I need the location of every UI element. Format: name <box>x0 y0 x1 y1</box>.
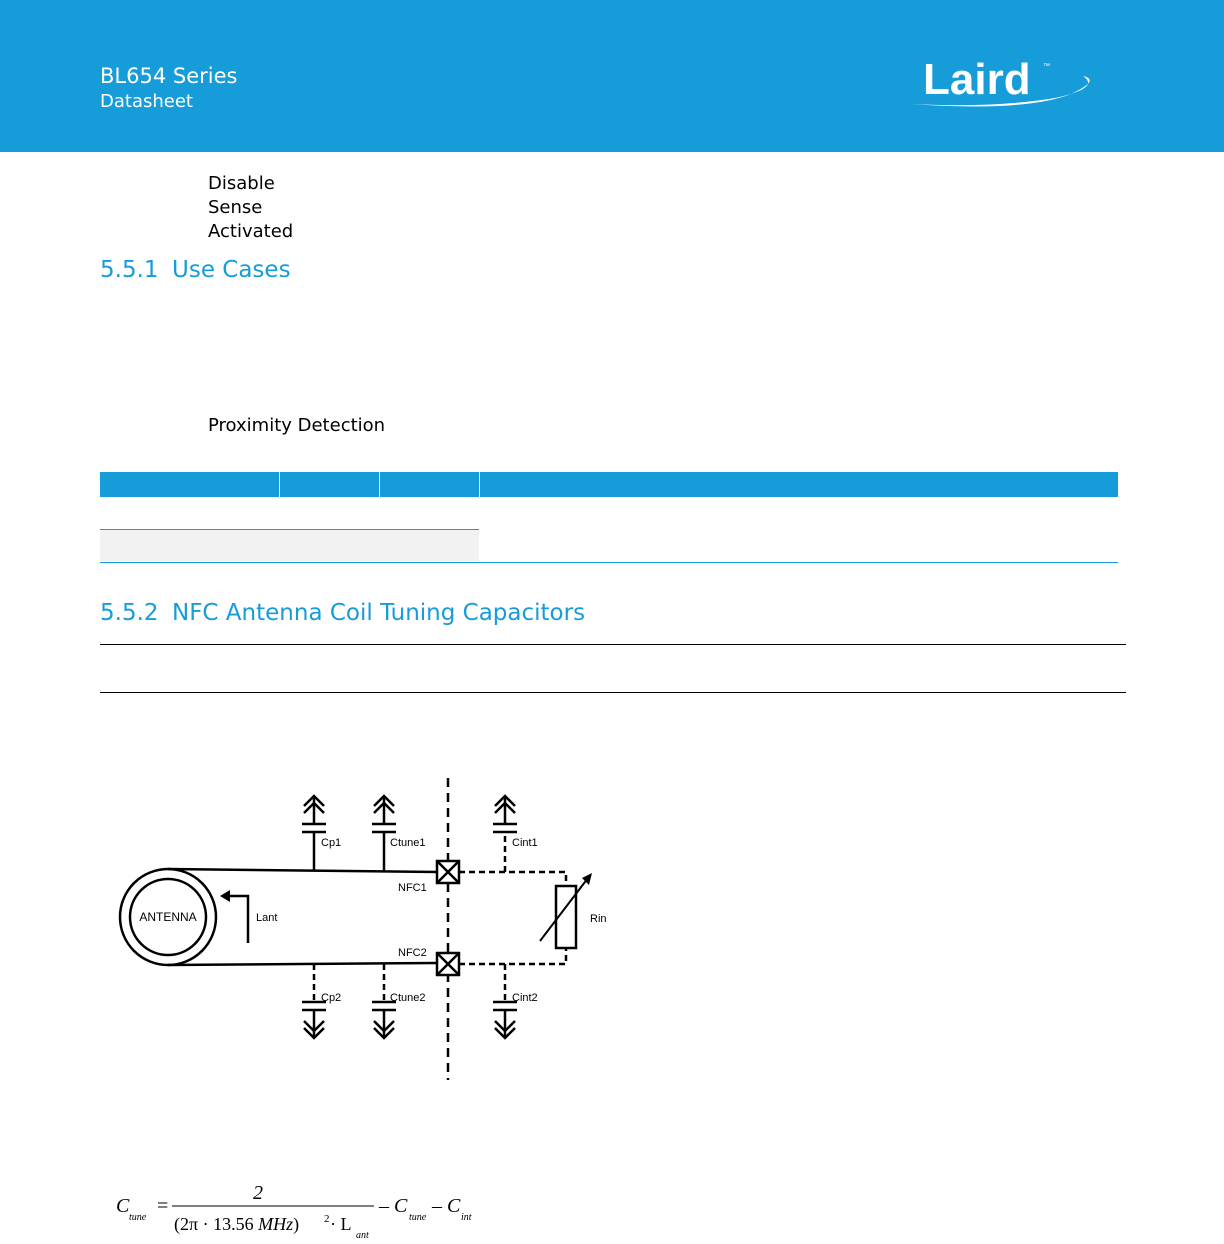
state-disable: Disable <box>208 173 275 194</box>
heading-use-cases <box>100 257 291 283</box>
formula-l-sub: ant <box>356 1230 369 1240</box>
formula-cint-sub: int <box>461 1212 472 1223</box>
formula-equals: = <box>157 1195 169 1217</box>
heading-title: Use Cases <box>172 257 291 283</box>
capacitor-ctune1 <box>372 796 396 871</box>
cp1-label: Cp1 <box>321 837 342 849</box>
lant-arrowhead <box>220 890 230 902</box>
cp2-label: Cp2 <box>321 992 342 1004</box>
formula-ctune-sub: tune <box>409 1212 427 1223</box>
tuning-formula <box>112 1175 492 1240</box>
table-col-sep <box>379 472 380 497</box>
rin-wire-bottom <box>459 948 566 964</box>
logo-text: Laird <box>923 55 1031 104</box>
nfc2-pad <box>437 953 459 975</box>
ctune2-label: Ctune2 <box>390 992 426 1004</box>
formula-lhs: C <box>116 1195 130 1217</box>
table-bottom-border <box>100 562 1118 563</box>
antenna-label: ANTENNA <box>139 910 197 924</box>
heading-number: 5.5.2 <box>100 600 159 626</box>
formula-numerator: 2 <box>253 1182 263 1204</box>
note-rule-bottom <box>100 692 1126 693</box>
formula-minus-ctune: – C <box>379 1195 408 1217</box>
note-rule-top <box>100 644 1126 645</box>
logo-tm: ™ <box>1043 63 1050 70</box>
nfc-tuning-diagram <box>100 770 620 1090</box>
state-sense: Sense <box>208 197 263 218</box>
lant-arrow-line <box>228 896 248 943</box>
formula-denominator: (2π · 13.56 MHz) <box>174 1214 300 1234</box>
rin-label: Rin <box>590 913 607 925</box>
heading-number: 5.5.1 <box>100 257 159 283</box>
capacitor-cint1 <box>493 796 517 872</box>
table-col-sep <box>279 472 280 497</box>
lant-label: Lant <box>256 912 278 924</box>
header-doc-type: Datasheet <box>100 91 193 112</box>
formula-lhs-sub: tune <box>129 1212 147 1223</box>
ctune1-label: Ctune1 <box>390 837 426 849</box>
antenna-wire-top <box>168 869 438 872</box>
nfc1-pad <box>437 861 459 883</box>
laird-logo <box>905 54 1105 120</box>
header-series: BL654 Series <box>100 64 238 88</box>
heading-nfc-tuning <box>100 600 585 626</box>
table-col-sep <box>479 472 480 497</box>
rin-wire-top <box>459 872 566 886</box>
formula-exponent: 2 <box>324 1213 330 1225</box>
state-activated: Activated <box>208 221 294 242</box>
use-case-proximity: Proximity Detection <box>208 415 386 436</box>
cint2-label: Cint2 <box>512 992 538 1004</box>
capacitor-cp1 <box>302 796 326 871</box>
table-row <box>100 530 479 561</box>
nfc2-label: NFC2 <box>398 947 427 959</box>
table-header <box>100 472 1118 497</box>
page-header <box>0 0 1224 152</box>
heading-title: NFC Antenna Coil Tuning Capacitors <box>172 600 586 626</box>
nfc1-label: NFC1 <box>398 882 427 894</box>
cint1-label: Cint1 <box>512 837 538 849</box>
formula-minus-cint: – C <box>432 1195 461 1217</box>
formula-dot-l: · L <box>330 1214 352 1234</box>
antenna-wire-bottom <box>168 963 438 965</box>
